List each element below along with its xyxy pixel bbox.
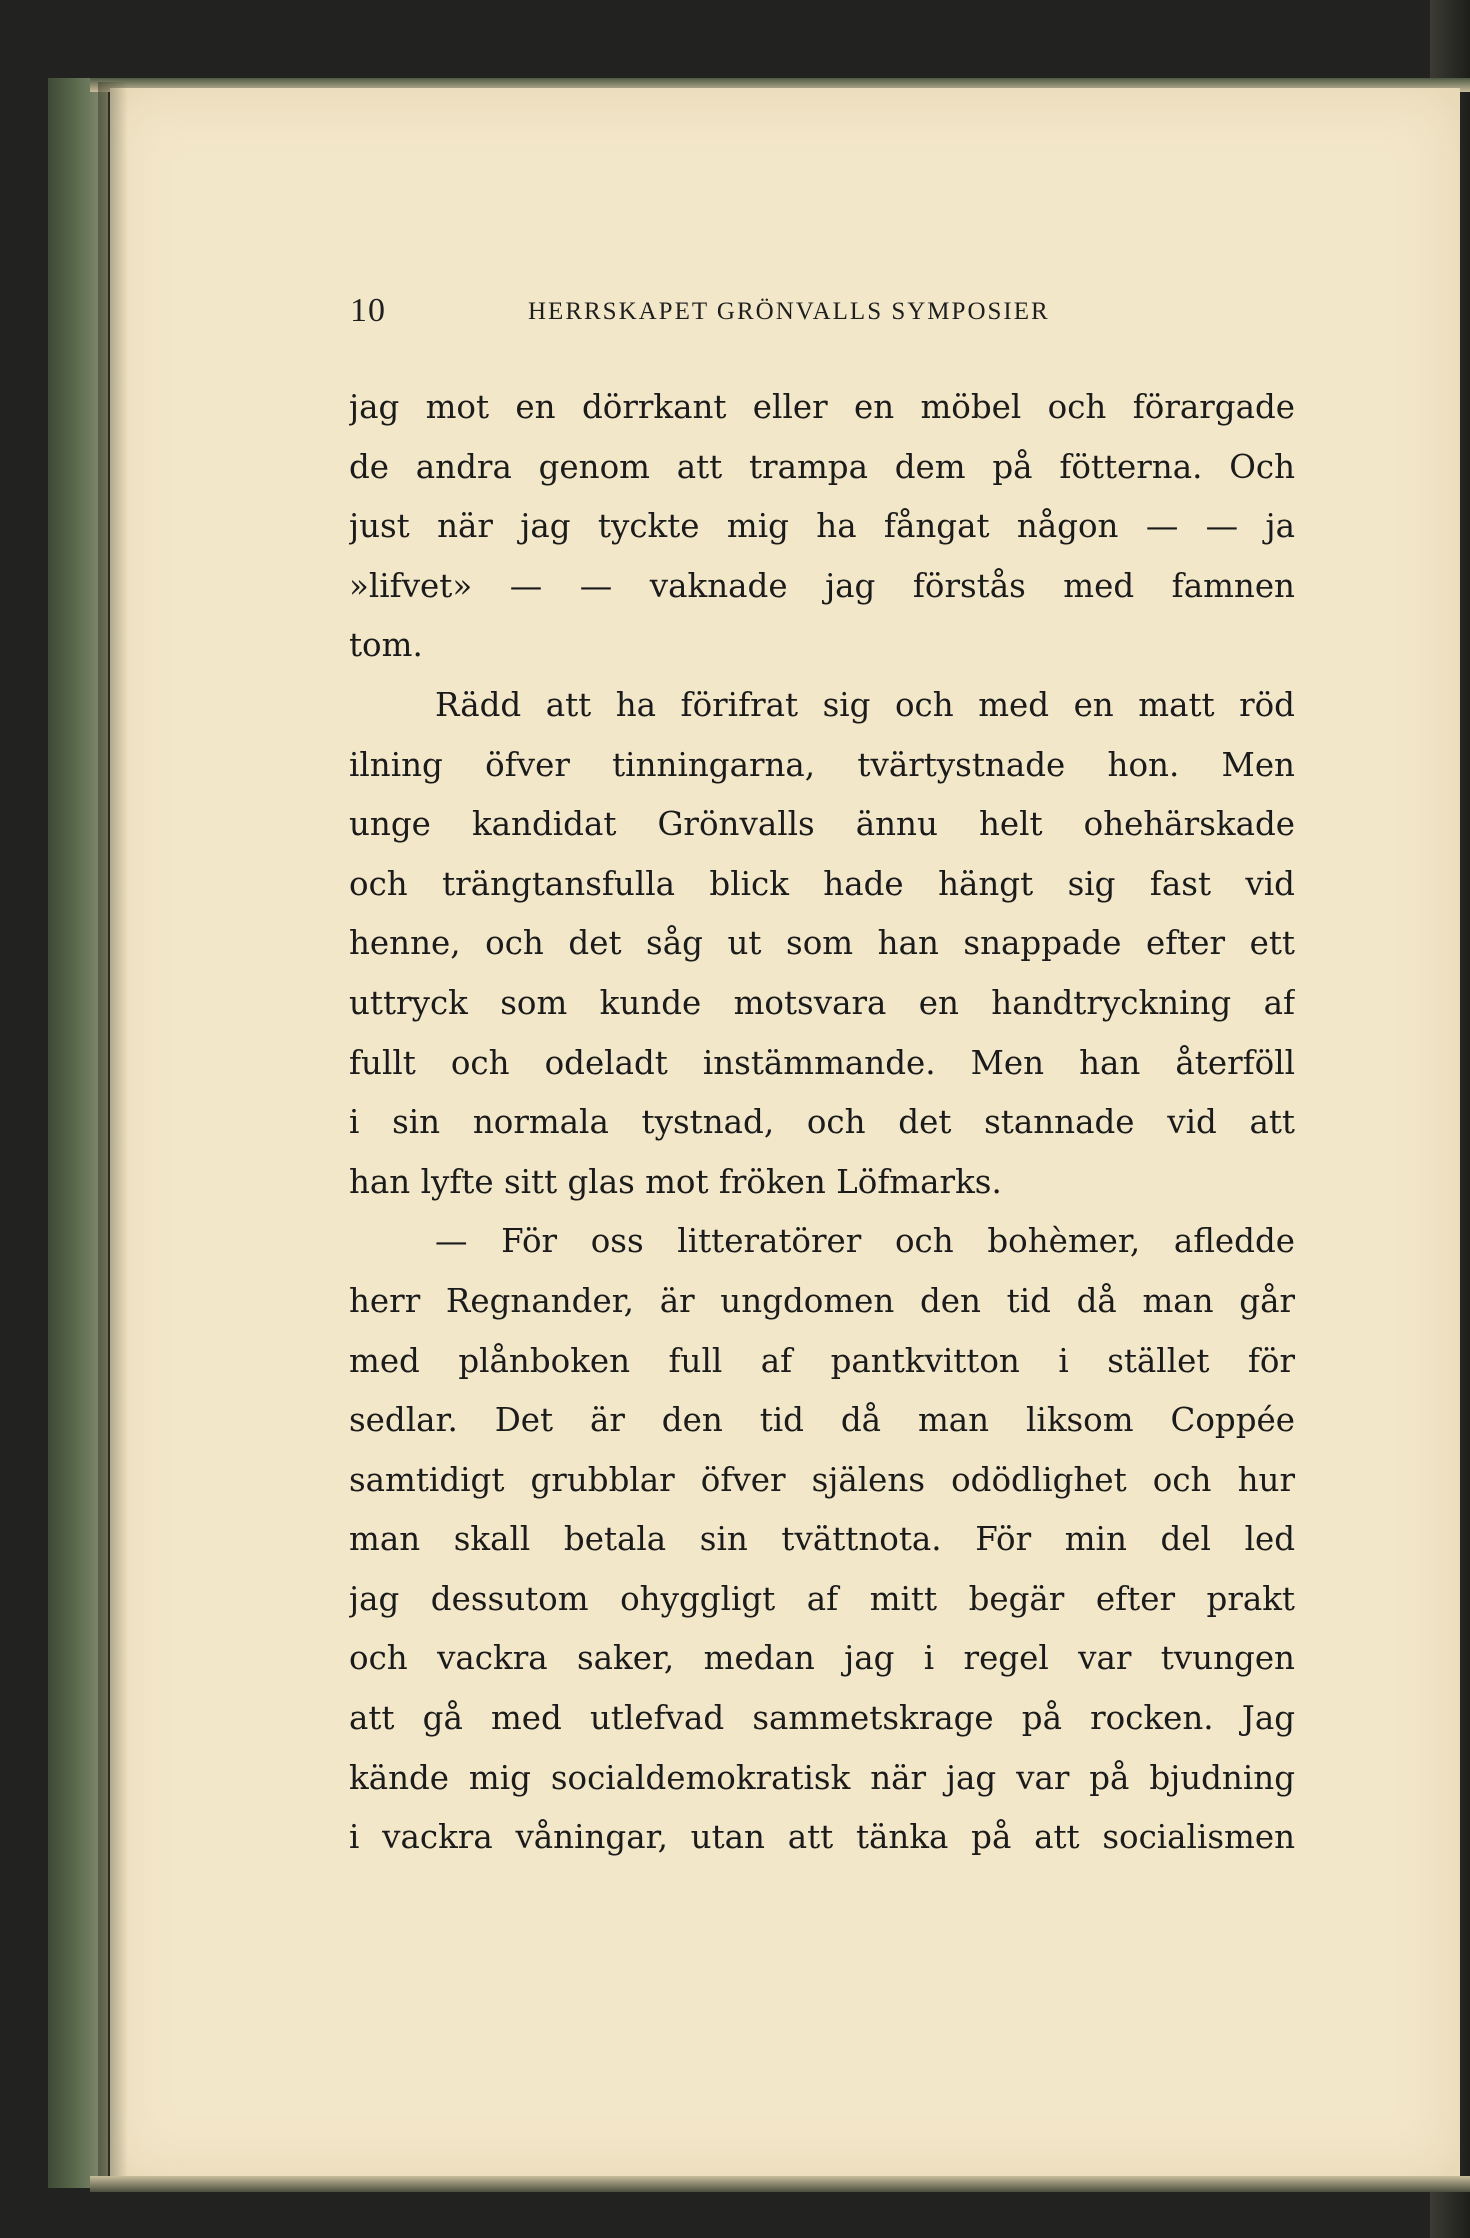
text-line: just när jag tyckte mig ha fångat någon — — ja <box>349 507 1295 546</box>
text-line: man skall betala sin tvättnota. För min del led <box>349 1520 1295 1559</box>
page-number: 10 <box>350 292 386 329</box>
text-line: unge kandidat Grönvalls ännu helt ohehärskade <box>349 805 1295 844</box>
text-line: och trängtansfulla blick hade hängt sig fast vid <box>349 864 1295 903</box>
text-line: med plånboken full af pantkvitton i stället för <box>349 1341 1295 1380</box>
text-line: ilning öfver tinningarna, tvärtystnade hon. Men <box>349 745 1295 784</box>
text-line: han lyfte sitt glas mot fröken Löfmarks. <box>349 1162 1002 1201</box>
running-title: HERRSKAPET GRÖNVALLS SYMPOSIER <box>528 298 1050 325</box>
text-line: — För oss litteratörer och bohèmer, afledde <box>435 1222 1295 1261</box>
gutter-shadow <box>98 82 128 2182</box>
text-line: Rädd att ha förifrat sig och med en matt röd <box>435 685 1295 724</box>
text-line: herr Regnander, är ungdomen den tid då man går <box>349 1281 1295 1320</box>
text-line: att gå med utlefvad sammetskrage på rocken. Jag <box>349 1699 1295 1738</box>
text-line: kände mig socialdemokratisk när jag var på bjudning <box>349 1758 1295 1797</box>
text-line: »lifvet» — — vaknade jag förstås med famnen <box>349 566 1295 605</box>
text-line: jag dessutom ohyggligt af mitt begär efter prakt <box>349 1579 1295 1618</box>
page-bottom-edge <box>90 2176 1470 2192</box>
text-line: i vackra våningar, utan att tänka på att socialismen <box>349 1818 1295 1857</box>
text-line: samtidigt grubblar öfver själens odödlighet och hur <box>349 1460 1295 1499</box>
running-head <box>350 292 1150 332</box>
text-line: tom. <box>349 626 423 665</box>
text-line: fullt och odeladt instämmande. Men han återföll <box>349 1043 1295 1082</box>
text-line: de andra genom att trampa dem på fötterna. Och <box>349 447 1295 486</box>
text-line: och vackra saker, medan jag i regel var tvungen <box>349 1639 1295 1678</box>
text-line: henne, och det såg ut som han snappade efter ett <box>349 924 1295 963</box>
text-line: uttryck som kunde motsvara en handtryckning af <box>349 983 1295 1022</box>
text-line: jag mot en dörrkant eller en möbel och förargade <box>349 388 1295 426</box>
text-line: sedlar. Det är den tid då man liksom Coppée <box>349 1401 1295 1440</box>
body-text <box>349 378 1295 1868</box>
text-line: i sin normala tystnad, och det stannade vid att <box>349 1103 1295 1142</box>
